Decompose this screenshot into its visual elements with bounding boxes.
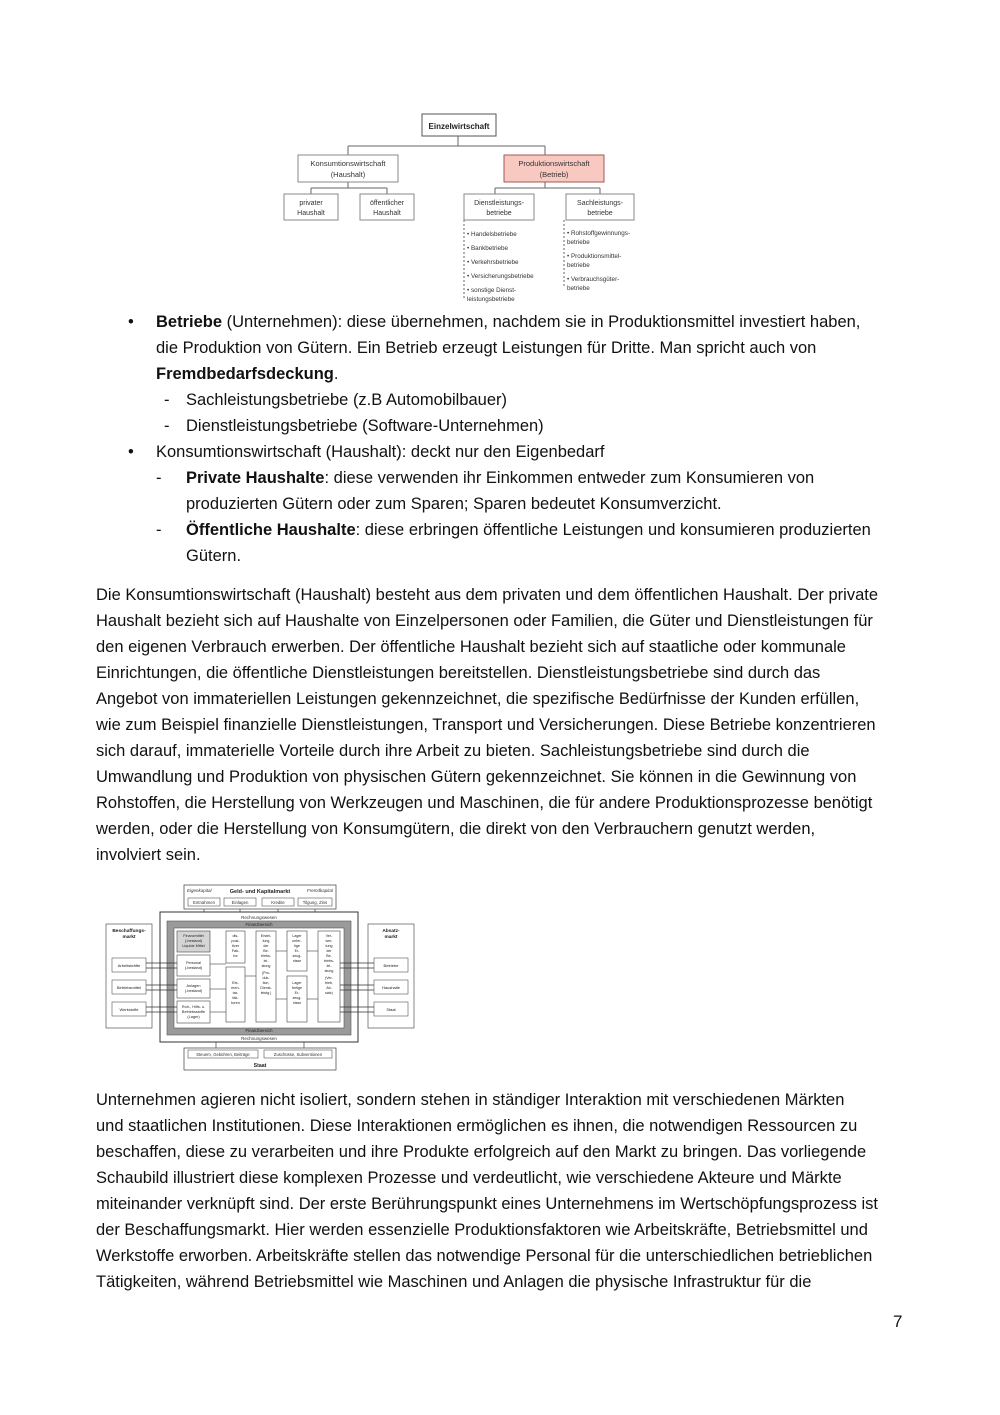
paragraph-line: der Beschaffungsmarkt. Hier werden essenzielle Produktionsfaktoren wie Arbeitskräfte, Betriebsmittel und xyxy=(96,1221,868,1239)
org-sach-label-1: Sachleistungs- xyxy=(577,200,623,207)
paragraph-line: werden, oder die Herstellung von Konsumgütern, die direkt von den Verbrauchern genutzt werden, xyxy=(96,820,816,838)
box-erstellung-line: lung xyxy=(262,939,270,943)
finanzbereich-bottom: Finanzbereich xyxy=(245,1028,273,1033)
box-erstellung-line: Be- xyxy=(263,949,269,953)
beschaffung-item: Betriebsmittel xyxy=(116,985,142,990)
box-verwertung-line: lei- xyxy=(326,964,332,968)
box-personal-line: Personal xyxy=(186,961,201,965)
paragraph-line: Haushalt bezieht sich auf Haushalte von Einzelpersonen oder Familien, die Güter und Dienstleistungen für xyxy=(96,612,873,630)
kapitalmarkt-title: Geld- und Kapitalmarkt xyxy=(229,889,291,895)
sub-item-text: Sachleistungsbetriebe (z.B Automobilbauer) xyxy=(186,391,508,409)
paragraph-line: Einrichtungen, die öffentliche Dienstleistungen bereitstellen. Dienstleistungsbetriebe sind durch das xyxy=(96,664,821,682)
staat-title: Staat xyxy=(253,1063,267,1069)
box-lager2-line: Er- xyxy=(294,991,300,995)
dash-marker: - xyxy=(156,521,162,539)
org-sach-item: betriebe xyxy=(567,285,590,292)
bullet-dot: • xyxy=(128,443,134,461)
paragraph-line: involviert sein. xyxy=(96,846,201,864)
org-oeff-label-1: öffentlicher xyxy=(369,200,405,207)
sub-item-text: : diese erbringen öffentliche Leistungen und konsumieren produzierten xyxy=(355,521,871,539)
org-sach-item: betriebe xyxy=(567,239,590,246)
org-dienst-item: • Versicherungsbetriebe xyxy=(467,273,534,280)
box-lager1-line: zeug- xyxy=(292,954,302,958)
paragraph-line: beschaffen, diese zu verarbeiten und ihre Produkte erfolgreich auf den Markt zu bringen. Das vorliegende xyxy=(96,1143,867,1161)
paragraph-line: den eigenen Verbrauch erwerben. Der öffentliche Haushalt bezieht sich auf staatliche oder kommunale xyxy=(96,638,846,656)
box-verwertung-line: wer- xyxy=(325,939,333,943)
paragraph-line: Rohstoffen, die Herstellung von Werkzeugen und Maschinen, die für andere Produktionsprozesse benötigt xyxy=(96,794,873,812)
paragraph-line: Unternehmen agieren nicht isoliert, sondern stehen in ständiger Interaktion mit verschiedenen Märkten xyxy=(96,1091,845,1109)
box-verwertung-line: trieb, xyxy=(325,981,333,985)
staat-box: Zuschüsse, Subventionen xyxy=(273,1052,323,1057)
box-erstellung-line: stung xyxy=(261,964,271,968)
box-dispo-line: Fak- xyxy=(231,949,240,953)
org-sach-item: • Rohstoffgewinnungs- xyxy=(567,230,630,237)
box-anlagen-line: (-bestand) xyxy=(184,989,203,993)
box-verwertung-line: satz) xyxy=(325,991,333,995)
box-roh-line: Betriebsstoffe xyxy=(181,1010,206,1014)
paragraph-line: Umwandlung und Produktion von physischen Gütern gekennzeichnet. Sie können in die Gewinnung von xyxy=(96,768,857,786)
org-konsum-label-1: Konsumtionswirtschaft xyxy=(310,159,386,168)
box-roh-line: (Lager) xyxy=(187,1015,200,1019)
sub-item-text: Gütern. xyxy=(186,547,242,565)
sub-item-text: produzierten Gütern oder zum Sparen; Sparen bedeutet Konsumverzicht. xyxy=(186,495,722,513)
beschaffung-item: Arbeitskräfte xyxy=(117,963,141,968)
sub-item-term: Öffentliche Haushalte xyxy=(186,521,356,539)
finanzbereich-top: Finanzbereich xyxy=(245,922,273,927)
paragraph-line: Schaubild illustriert diese komplexen Prozesse und verdeutlicht, wie verschiedene Akteure und Märkte xyxy=(96,1169,842,1187)
box-elem-line: fak- xyxy=(232,996,239,1000)
org-sach-item: • Produktionsmittel- xyxy=(567,253,622,260)
rechnungswesen-bottom: Rechnungswesen xyxy=(241,1036,277,1041)
box-verwertung-line: (Ver- xyxy=(325,976,333,980)
box-erstellung-line: lei- xyxy=(263,959,269,963)
box-dispo-line: posi- xyxy=(231,939,240,943)
box-dispo-line: tiver xyxy=(231,944,240,948)
box-lager2-line: Lager xyxy=(292,981,302,985)
absatz-item: Betriebe xyxy=(383,963,399,968)
beschaffung-item: Werkstoffe xyxy=(119,1007,139,1012)
bullet-term: Betriebe xyxy=(156,313,223,331)
beschaffungsmarkt-title-1: Beschaffungs- xyxy=(112,929,146,934)
absatz-item: Haushalte xyxy=(381,985,401,990)
org-sach-item: • Verbrauchsgüter- xyxy=(567,276,620,283)
box-erstellung-line: Dienst- xyxy=(260,986,272,990)
box-erstellung-line: der xyxy=(263,944,269,948)
box-elem-line: men- xyxy=(231,986,240,990)
org-chart-diagram xyxy=(280,108,640,308)
absatz-item: Staat xyxy=(386,1007,396,1012)
org-privat-label-1: privater xyxy=(299,200,323,207)
paragraph-line: wie zum Beispiel finanzielle Dienstleistungen, Transport und Versicherungen. Diese Betriebe konzentrieren xyxy=(96,716,876,734)
org-root-label: Einzelwirtschaft xyxy=(428,122,490,131)
box-elem-line: tar- xyxy=(232,991,239,995)
org-dienst-item: • Verkehrsbetriebe xyxy=(467,259,519,266)
box-finanzmittel-line: Liquide Mittel xyxy=(182,944,205,948)
org-dienst-item: • sonstige Dienst- xyxy=(467,287,517,294)
kapitalmarkt-box: Entnahmen xyxy=(193,900,215,905)
beschaffungsmarkt-title-2: markt xyxy=(122,935,136,940)
rechnungswesen-top: Rechnungswesen xyxy=(241,915,277,920)
org-privat-label-2: Haushalt xyxy=(297,210,325,217)
box-verwertung-line: Ab- xyxy=(326,986,332,990)
kapitalmarkt-box: Einlagen xyxy=(231,900,249,905)
org-produktion-label-2: (Betrieb) xyxy=(539,170,569,179)
sub-item xyxy=(128,413,908,439)
sub-item-text: Dienstleistungsbetriebe (Software-Unternehmen) xyxy=(186,417,544,435)
kapitalmarkt-box: Kredite xyxy=(271,900,285,905)
box-verwertung-line: Ver- xyxy=(325,934,333,938)
page-number: 7 xyxy=(893,1312,903,1331)
box-erstellung-line: tion, xyxy=(262,981,270,985)
kapitalmarkt-fremd: Fremdkapital xyxy=(306,888,333,893)
org-dienst-item: • Handelsbetriebe xyxy=(467,231,517,238)
org-produktion-label-1: Produktionswirtschaft xyxy=(518,159,590,168)
org-dienst-label-2: betriebe xyxy=(486,210,512,217)
box-dispo-line: tor xyxy=(233,954,238,958)
box-verwertung-line: Be- xyxy=(326,954,332,958)
box-personal-line: (-bestand) xyxy=(184,966,203,970)
dash-marker: - xyxy=(156,469,162,487)
box-lager1-line: Er- xyxy=(294,949,300,953)
box-finanzmittel-line: (-bestand) xyxy=(184,939,203,943)
sub-item xyxy=(128,387,908,413)
paragraph-konsumtionswirtschaft xyxy=(96,582,908,868)
sub-item-text: : diese verwenden ihr Einkommen entweder zum Konsumieren von xyxy=(324,469,815,487)
box-verwertung-line: der xyxy=(326,949,332,953)
bullet-text: . xyxy=(333,365,339,383)
box-roh-line: Roh-, Hilfs- u. xyxy=(181,1005,206,1009)
box-anlagen-line: Anlagen xyxy=(186,984,201,988)
org-oeff-label-2: Haushalt xyxy=(373,210,401,217)
dash-marker: - xyxy=(164,417,170,435)
staat-box: Steuern, Gebühren, Beiträge xyxy=(196,1052,250,1057)
org-konsum-label-2: (Haushalt) xyxy=(330,170,366,179)
org-dienst-item: leistungsbetriebe xyxy=(467,296,515,303)
paragraph-line: und staatlichen Institutionen. Diese Interaktionen ermöglichen es ihnen, die notwendigen Ressourcen zu xyxy=(96,1117,858,1135)
paragraph-line: sich darauf, immaterielle Vorteile durch ihre Arbeit zu bieten. Sachleistungsbetriebe sind durch die xyxy=(96,742,810,760)
bullet-text: (Unternehmen): diese übernehmen, nachdem sie in Produktionsmittel investiert haben, xyxy=(222,313,861,331)
box-lager1-line: nisse xyxy=(292,959,302,963)
box-dispo-line: dis- xyxy=(232,934,239,938)
paragraph-line: Die Konsumtionswirtschaft (Haushalt) besteht aus dem privaten und dem öffentlichen Haushalt. Der private xyxy=(96,586,879,604)
box-erstellung-line: duk- xyxy=(262,976,270,980)
kapitalmarkt-eigen: Eigenkapital xyxy=(187,888,212,893)
box-erstellung-line: triebs- xyxy=(261,954,271,958)
box-lager2-line: fertige xyxy=(292,986,302,990)
dash-marker: - xyxy=(164,391,170,409)
sub-item xyxy=(128,465,908,517)
box-lager1-line: Lager xyxy=(292,934,302,938)
sub-item-term: Private Haushalte xyxy=(186,469,325,487)
paragraph-unternehmen xyxy=(96,1087,908,1295)
bullet-text: die Produktion von Gütern. Ein Betrieb erzeugt Leistungen für Dritte. Man spricht auch von xyxy=(156,339,817,357)
org-sach-label-2: betriebe xyxy=(587,210,613,217)
absatzmarkt-title-1: Absatz- xyxy=(382,929,400,934)
org-dienst-item: • Bankbetriebe xyxy=(467,245,509,252)
box-elem-line: toren xyxy=(231,1001,240,1005)
org-sach-item: betriebe xyxy=(567,262,590,269)
box-verwertung-line: triebs- xyxy=(324,959,334,963)
kapitalmarkt-box: Tilgung, Zins xyxy=(302,900,328,905)
paragraph-line: miteinander verknüpft sind. Der erste Berührungspunkt eines Unternehmens im Wertschöpfungsprozess ist xyxy=(96,1195,878,1213)
bullet-dot: • xyxy=(128,313,134,331)
box-lager1-line: unfer- xyxy=(292,939,302,943)
box-verwertung-line: tung xyxy=(325,944,333,948)
org-dienst-label-1: Dienstleistungs- xyxy=(474,200,524,207)
bullet-item-konsum xyxy=(128,439,908,465)
bullet-text: Konsumtionswirtschaft (Haushalt): deckt nur den Eigenbedarf xyxy=(156,443,605,461)
box-lager2-line: zeug- xyxy=(292,996,302,1000)
bullet-list xyxy=(128,309,908,569)
paragraph-line: Tätigkeiten, während Betriebsmittel wie Maschinen und Anlagen die physische Infrastruktur für die xyxy=(96,1273,812,1291)
box-verwertung-line: stung xyxy=(324,969,334,973)
box-lager2-line: nisse xyxy=(292,1001,302,1005)
bullet-item-betriebe xyxy=(128,309,908,387)
paragraph-line: Werkstoffe erworben. Arbeitskräfte stellen das notwendige Personal für die unterschiedlichen betrieblichen xyxy=(96,1247,873,1265)
box-erstellung-line: Erstel- xyxy=(260,934,272,938)
box-erstellung-line: leistg.) xyxy=(260,991,272,995)
box-elem-line: Ele- xyxy=(232,981,239,985)
business-flow-diagram xyxy=(104,884,416,1072)
box-erstellung-line: (Pro- xyxy=(262,971,270,975)
paragraph-line: Angebot von immateriellen Leistungen gekennzeichnet, die spezifische Bedürfnisse der Kunden erfüllen, xyxy=(96,690,860,708)
box-lager1-line: tige xyxy=(294,944,300,948)
absatzmarkt-title-2: markt xyxy=(384,935,398,940)
bullet-term: Fremdbedarfsdeckung xyxy=(156,365,334,383)
sub-item xyxy=(128,517,908,569)
box-finanzmittel-line: Finanzmittel xyxy=(183,934,204,938)
